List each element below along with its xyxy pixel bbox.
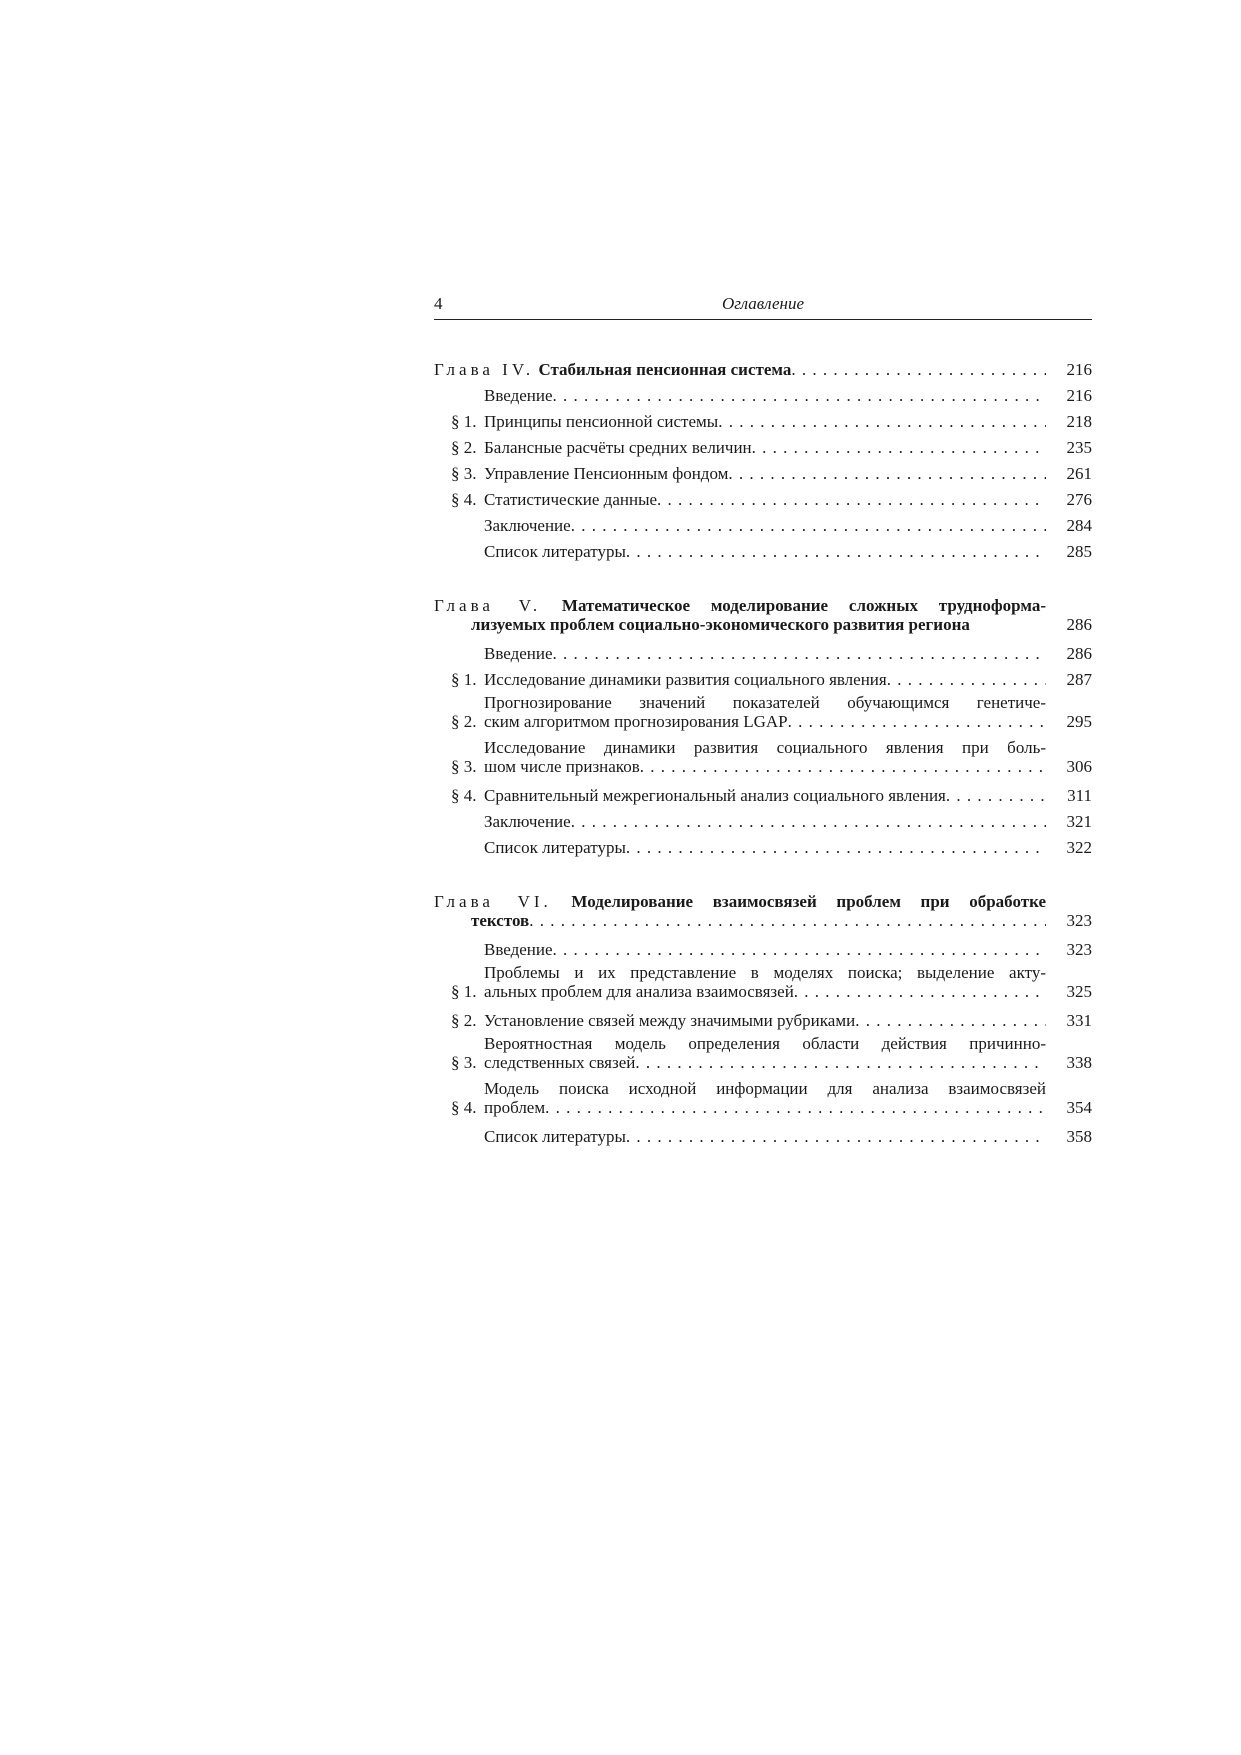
entry-text-line-2: шом числе признаков xyxy=(484,757,640,776)
leader-dots xyxy=(553,383,1046,409)
chapter-title-line-2: лизуемых проблем социально-экономического развития региона xyxy=(471,615,970,634)
section-number: § 1. xyxy=(451,982,477,1001)
entry-text: Заключение xyxy=(484,516,571,535)
entry-text: Введение xyxy=(484,386,553,405)
page-ref: 284 xyxy=(1066,516,1092,535)
leader-dots xyxy=(640,757,1046,776)
toc-entry-conclusion[interactable] xyxy=(434,513,1092,539)
leader-dots xyxy=(728,461,1046,487)
page-ref: 323 xyxy=(1066,911,1092,930)
entry-text-line-1: Прогнозирование значений показателей обучающимся генетиче- xyxy=(484,693,1046,712)
page-ref: 321 xyxy=(1066,812,1092,831)
leader-dots xyxy=(946,783,1046,809)
page-ref: 285 xyxy=(1066,542,1092,561)
page-ref: 358 xyxy=(1066,1127,1092,1146)
toc-entry-intro[interactable] xyxy=(434,383,1092,409)
entry-text: Введение xyxy=(484,644,553,663)
running-title: Оглавление xyxy=(721,294,805,313)
page-ref: 295 xyxy=(1066,712,1092,731)
page-ref: 286 xyxy=(1066,644,1092,663)
toc-entry-conclusion[interactable] xyxy=(434,809,1092,835)
chapter-title-line-1: Моделирование взаимосвязей проблем при обработке xyxy=(571,892,1047,911)
section-number: § 2. xyxy=(451,438,477,457)
toc-entry-section[interactable] xyxy=(434,1034,1092,1072)
toc-entry-references[interactable] xyxy=(434,539,1092,565)
page-ref: 218 xyxy=(1066,412,1092,431)
toc-entry-intro[interactable] xyxy=(434,641,1092,667)
entry-text: Список литературы xyxy=(484,838,626,857)
entry-text: Статистические данные xyxy=(484,490,658,509)
entry-text: Исследование динамики развития социального явления xyxy=(484,670,887,689)
chapter-title-line-2: текстов xyxy=(471,911,530,930)
toc-entry-section[interactable] xyxy=(434,435,1092,461)
chapter-title-line-1: Математическое моделирование сложных трудноформа- xyxy=(561,596,1047,615)
entry-text: Управление Пенсионным фондом xyxy=(484,464,729,483)
entry-text: Заключение xyxy=(484,812,571,831)
toc-entry-section[interactable] xyxy=(434,487,1092,513)
entry-text: Принципы пенсионной системы xyxy=(484,412,719,431)
chapter-heading[interactable] xyxy=(434,357,1092,383)
leader-dots xyxy=(545,1098,1046,1117)
leader-dots xyxy=(791,357,1046,383)
entry-text: Список литературы xyxy=(484,1127,626,1146)
page-ref: 287 xyxy=(1066,670,1092,689)
chapter-heading[interactable] xyxy=(434,596,1092,634)
entry-text-line-1: Вероятностная модель определения области действия причинно- xyxy=(484,1034,1046,1053)
entry-text-line-2: альных проблем для анализа взаимосвязей xyxy=(484,982,794,1001)
leader-dots xyxy=(626,539,1046,565)
entry-text-line-1: Исследование динамики развития социального явления при боль- xyxy=(484,738,1046,757)
page-ref: 306 xyxy=(1066,757,1092,776)
leader-dots xyxy=(635,1053,1046,1072)
toc-entry-section[interactable] xyxy=(434,409,1092,435)
section-number: § 4. xyxy=(451,490,477,509)
page-ref: 235 xyxy=(1066,438,1092,457)
leader-dots xyxy=(718,409,1046,435)
toc-entry-section[interactable] xyxy=(434,783,1092,809)
entry-text-line-1: Проблемы и их представление в моделях поиска; выделение акту- xyxy=(484,963,1046,982)
chapter-4 xyxy=(434,357,1092,565)
entry-text: Сравнительный межрегиональный анализ социального явления xyxy=(484,786,946,805)
page-ref: 323 xyxy=(1066,940,1092,959)
section-number: § 3. xyxy=(451,464,477,483)
section-number: § 3. xyxy=(451,1053,477,1072)
leader-dots xyxy=(788,712,1046,731)
leader-dots xyxy=(626,1124,1046,1150)
section-number: § 4. xyxy=(451,786,477,805)
entry-text-line-1: Модель поиска исходной информации для анализа взаимосвязей xyxy=(484,1079,1046,1098)
leader-dots xyxy=(626,835,1046,861)
leader-dots xyxy=(553,937,1046,963)
toc-entry-section[interactable] xyxy=(434,693,1092,731)
page-ref: 261 xyxy=(1066,464,1092,483)
toc-entry-section[interactable] xyxy=(434,667,1092,693)
page-ref: 286 xyxy=(1066,615,1092,634)
entry-text: Введение xyxy=(484,940,553,959)
leader-dots xyxy=(887,667,1046,693)
chapter-label: Глава VI. xyxy=(434,892,552,911)
chapter-label: Глава V. xyxy=(434,596,542,615)
toc-entry-section[interactable] xyxy=(434,963,1092,1001)
entry-text: Балансные расчёты средних величин xyxy=(484,438,752,457)
page-ref: 338 xyxy=(1066,1053,1092,1072)
leader-dots xyxy=(794,982,1046,1001)
leader-dots xyxy=(529,911,1046,930)
toc-entry-intro[interactable] xyxy=(434,937,1092,963)
toc-entry-references[interactable] xyxy=(434,835,1092,861)
section-number: § 1. xyxy=(451,412,477,431)
page-ref: 325 xyxy=(1066,982,1092,1001)
page-ref: 331 xyxy=(1066,1011,1092,1030)
toc-entry-section[interactable] xyxy=(434,738,1092,776)
section-number: § 2. xyxy=(451,1011,477,1030)
entry-text-line-2: ским алгоритмом прогнозирования LGAP xyxy=(484,712,788,731)
page-ref: 216 xyxy=(1066,360,1092,379)
entry-text-line-2: проблем xyxy=(484,1098,546,1117)
chapter-title: Стабильная пенсионная система xyxy=(538,360,792,379)
leader-dots xyxy=(657,487,1046,513)
toc-entry-section[interactable] xyxy=(434,461,1092,487)
chapter-6 xyxy=(434,892,1092,1150)
section-number: § 4. xyxy=(451,1098,477,1117)
page-ref: 311 xyxy=(1067,786,1092,805)
page-ref: 354 xyxy=(1066,1098,1092,1117)
page-ref: 216 xyxy=(1066,386,1092,405)
leader-dots xyxy=(571,513,1046,539)
section-number: § 1. xyxy=(451,670,477,689)
chapter-5 xyxy=(434,596,1092,861)
entry-text: Список литературы xyxy=(484,542,626,561)
page-number: 4 xyxy=(434,294,443,313)
page-header xyxy=(434,294,1092,320)
leader-dots xyxy=(855,1008,1046,1034)
page-ref: 322 xyxy=(1066,838,1092,857)
section-number: § 2. xyxy=(451,712,477,731)
chapter-heading[interactable] xyxy=(434,892,1092,930)
chapter-label: Глава IV. xyxy=(434,360,535,379)
section-number: § 3. xyxy=(451,757,477,776)
leader-dots xyxy=(553,641,1046,667)
leader-dots xyxy=(752,435,1046,461)
toc-entry-section[interactable] xyxy=(434,1079,1092,1117)
entry-text: Установление связей между значимыми рубриками xyxy=(484,1011,856,1030)
entry-text-line-2: следственных связей xyxy=(484,1053,636,1072)
table-of-contents xyxy=(434,357,1092,1181)
page-ref: 276 xyxy=(1066,490,1092,509)
leader-dots xyxy=(571,809,1046,835)
toc-entry-section[interactable] xyxy=(434,1008,1092,1034)
toc-entry-references[interactable] xyxy=(434,1124,1092,1150)
